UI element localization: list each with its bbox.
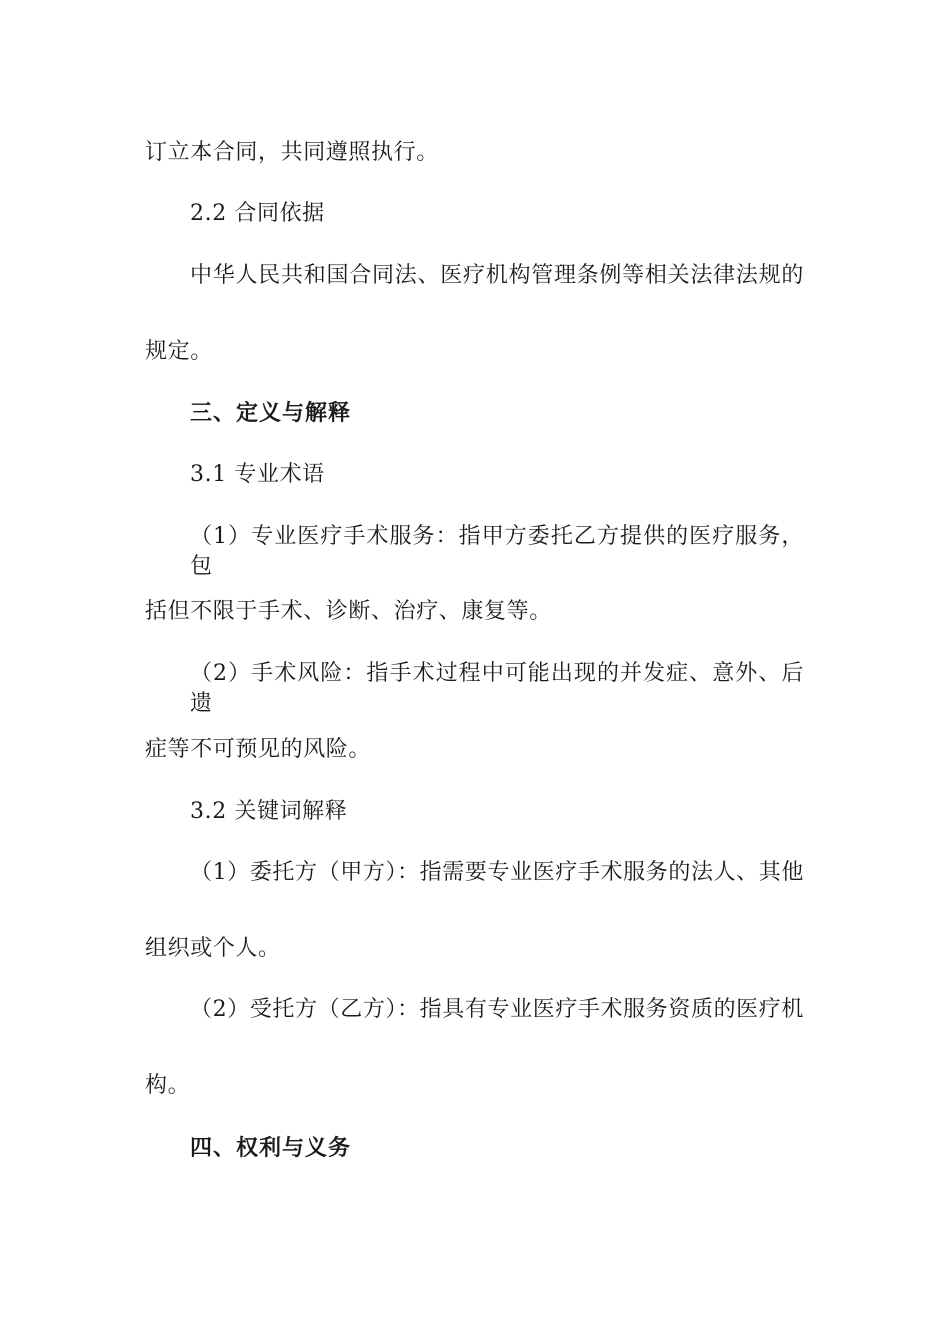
paragraph-line: 订立本合同，共同遵照执行。 bbox=[145, 140, 439, 165]
subsection-heading: 3.2 关键词解释 bbox=[190, 799, 348, 824]
paragraph-line: 构。 bbox=[145, 1073, 191, 1098]
paragraph-line: 症等不可预见的风险。 bbox=[145, 737, 372, 762]
subsection-heading: 3.1 专业术语 bbox=[190, 462, 325, 487]
paragraph-line: 规定。 bbox=[145, 339, 213, 364]
paragraph-line: （2）受托方（乙方）：指具有专业医疗手术服务资质的医疗机 bbox=[190, 997, 804, 1022]
section-heading: 三、定义与解释 bbox=[190, 400, 352, 426]
paragraph-line: 组织或个人。 bbox=[145, 936, 281, 961]
paragraph-line: （2）手术风险：指手术过程中可能出现的并发症、意外、后遗 bbox=[190, 661, 804, 716]
paragraph-line: 括但不限于手术、诊断、治疗、康复等。 bbox=[145, 599, 552, 624]
section-heading: 四、权利与义务 bbox=[190, 1135, 352, 1161]
paragraph-line: （1）委托方（甲方）：指需要专业医疗手术服务的法人、其他 bbox=[190, 860, 804, 885]
paragraph-line: 中华人民共和国合同法、医疗机构管理条例等相关法律法规的 bbox=[190, 263, 804, 288]
paragraph-line: （1）专业医疗手术服务：指甲方委托乙方提供的医疗服务，包 bbox=[190, 524, 804, 579]
subsection-heading: 2.2 合同依据 bbox=[190, 201, 325, 226]
